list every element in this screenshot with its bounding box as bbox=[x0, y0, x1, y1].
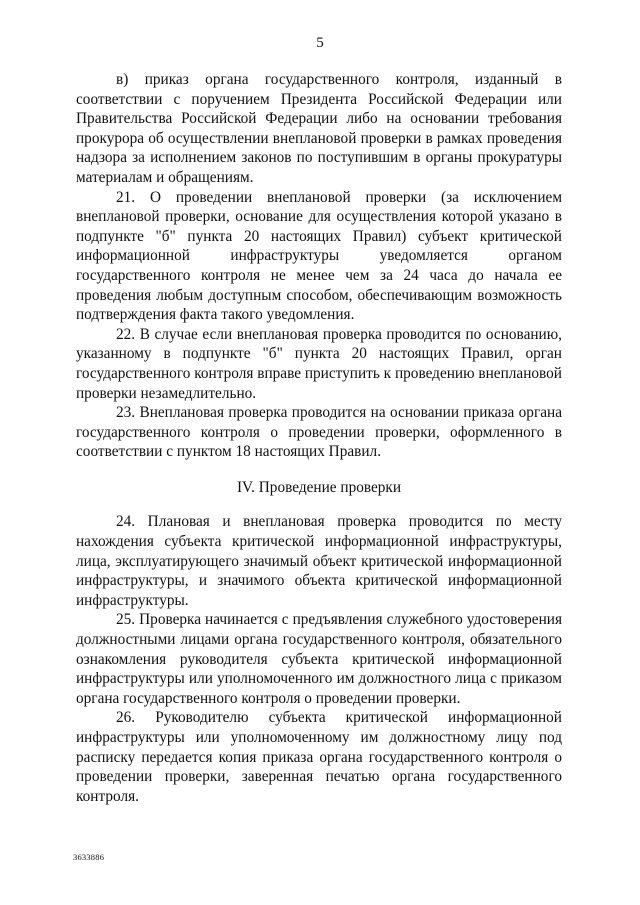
section-heading: IV. Проведение проверки bbox=[236, 478, 402, 496]
paragraph-25: 25. Проверка начинается с предъявления служебного удостоверения должностными лицами органа государственного контроля, обязательного ознакомления руководителя субъекта критической информационной инфраструктуры или уполномоченного им должностного лица с приказом органа государственного контроля о проведении проверки. bbox=[76, 611, 562, 707]
page-number: 5 bbox=[316, 35, 324, 51]
document-code: 3633886 bbox=[73, 852, 105, 862]
paragraph-23: 23. Внеплановая проверка проводится на основании приказа органа государственного контроля о проведении проверки, оформленного в соответствии с пунктом 18 настоящих Правил. bbox=[76, 404, 562, 461]
paragraph-22: 22. В случае если внеплановая проверка проводится по основанию, указанному в подпункте "б" пункта 20 настоящих Правил, орган государственного контроля вправе приступить к проведению внеплановой проверки незамедлительно. bbox=[76, 325, 562, 402]
paragraph-26: 26. Руководителю субъекта критической информационной инфраструктуры или уполномоченному им должностному лицу под расписку передается копия приказа органа государственного контроля о проведении проверки, заверенная печатью органа государственного контроля. bbox=[76, 709, 562, 805]
document-body bbox=[76, 70, 562, 806]
paragraph-21: 21. О проведении внеплановой проверки (за исключением внеплановой проверки, основание для осуществления которой указано в подпункте "б" пункта 20 настоящих Правил) субъект критической информационной инфраструктуры уведомляется органом государственного контроля не менее чем за 24 часа до начала ее проведения любым доступным способом, обеспечивающим возможность подтверждения факта такого уведомления. bbox=[76, 188, 562, 324]
paragraph-item-v: в) приказ органа государственного контроля, изданный в соответствии с поручением Президента Российской Федерации или Правительства Российской Федерации либо на основании требования прокурора об осуществлении внеплановой проверки в рамках проведения надзора за исполнением законов по поступившим в органы прокуратуры материалам и обращениям. bbox=[76, 71, 562, 186]
paragraph-24: 24. Плановая и внеплановая проверка проводится по месту нахождения субъекта критической информационной инфраструктуры, лица, эксплуатирующего значимый объект критической информационной инфраструктуры, и значимого объекта критической информационной инфраструктуры. bbox=[76, 513, 562, 609]
